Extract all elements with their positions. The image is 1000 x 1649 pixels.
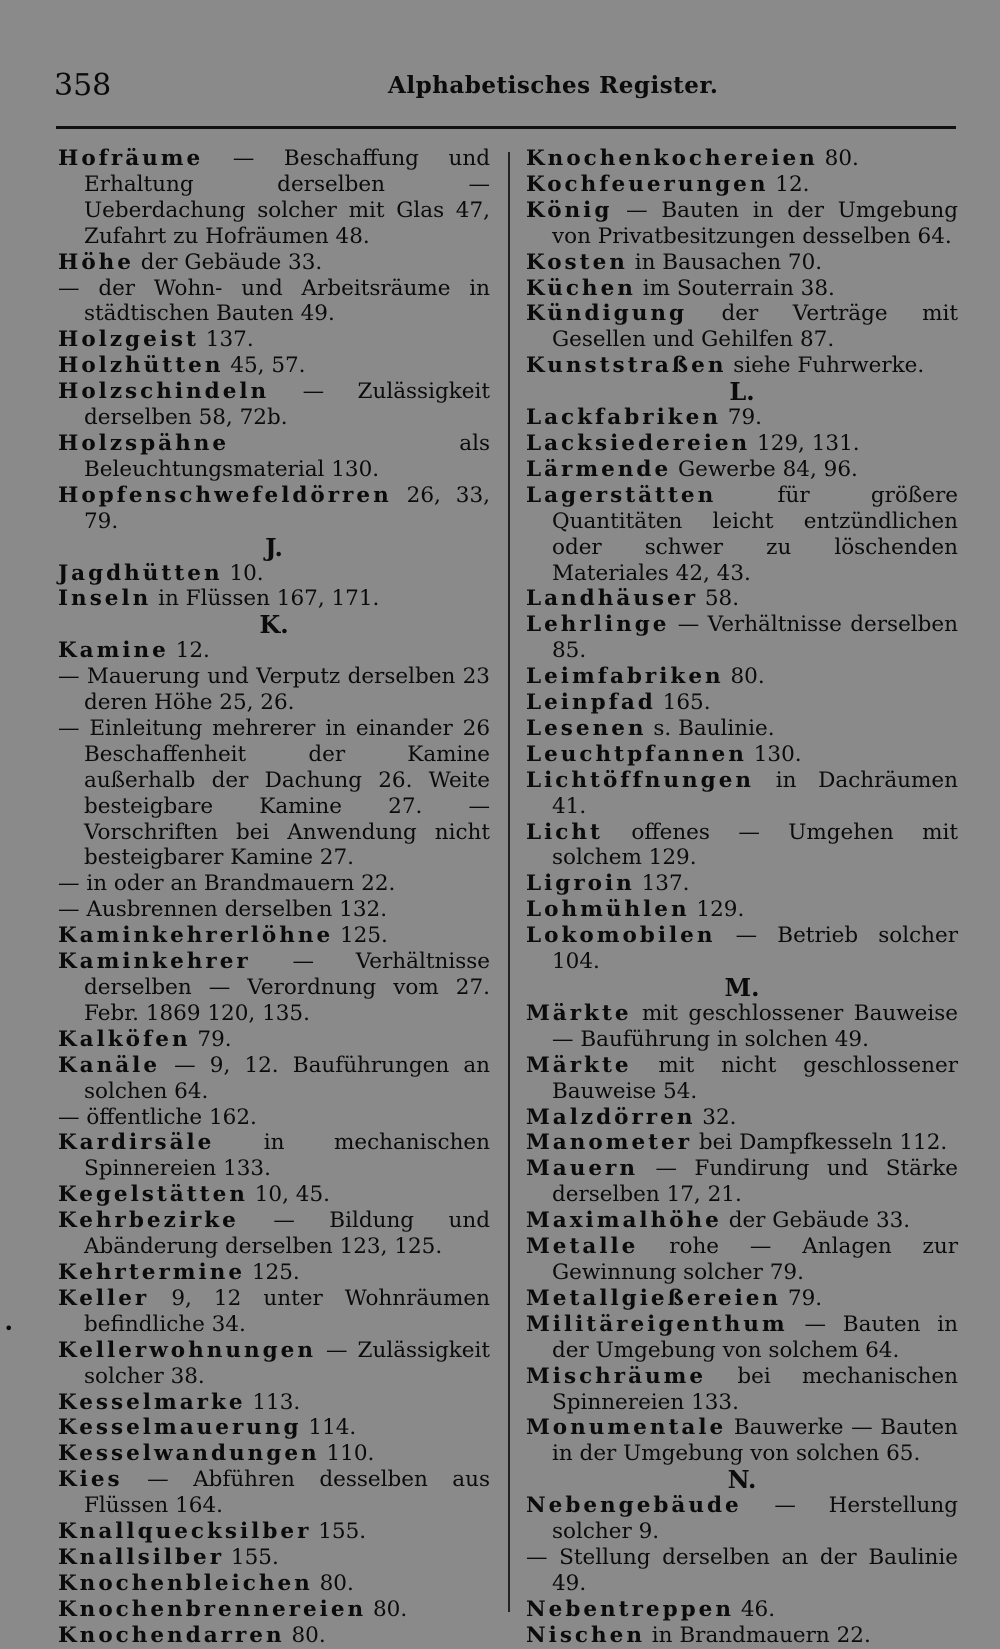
index-entry: [58, 1260, 490, 1286]
entry-headword: Lacksiedereien: [526, 430, 751, 456]
index-entry: [526, 1208, 958, 1234]
entry-text: 137.: [634, 871, 690, 897]
entry-headword: Kamine: [58, 638, 169, 664]
index-entry: [58, 561, 490, 587]
entry-text: — Beschaffung und Erhaltung derselben — Ueberdachung solcher mit Glas 47, Zufahrt zu Hofräumen 48.: [84, 146, 490, 249]
entry-text: der Gebäude 33.: [721, 1208, 911, 1234]
index-entry: [526, 1105, 958, 1131]
index-entry: [526, 742, 958, 768]
index-entry: [526, 1364, 958, 1416]
entry-headword: Lokomobilen: [526, 923, 716, 949]
entry-headword: Märkte: [526, 1052, 632, 1078]
section-letter: N.: [727, 1465, 757, 1495]
index-entry: [58, 638, 490, 664]
entry-text: in Dachräumen 41.: [552, 767, 958, 819]
entry-text: der Gebäude 33.: [133, 249, 323, 275]
entry-headword: Jagdhütten: [58, 560, 223, 586]
entry-text: 10, 45.: [247, 1182, 330, 1208]
index-entry: [58, 1415, 490, 1441]
entry-text: — Zulässigkeit solcher 38.: [84, 1337, 490, 1389]
index-entry: [58, 1286, 490, 1338]
entry-headword: Kündigung: [526, 301, 688, 327]
entry-text: im Souterrain 38.: [635, 275, 835, 301]
entry-headword: Kardirsäle: [58, 1130, 215, 1156]
entry-text: offenes — Umgehen mit solchem 129.: [552, 819, 958, 871]
entry-headword: Nischen: [526, 1622, 645, 1648]
index-entry: [526, 897, 958, 923]
entry-headword: Kanäle: [58, 1052, 161, 1078]
index-entry: [526, 457, 958, 483]
index-entry: [58, 1519, 490, 1545]
entry-headword: Küchen: [526, 275, 636, 301]
entry-headword: Holzhütten: [58, 353, 224, 379]
entry-headword: Märkte: [526, 1000, 632, 1026]
entry-headword: Licht: [526, 819, 603, 845]
index-entry: [526, 250, 958, 276]
entry-text: 26, 33, 79.: [84, 482, 490, 534]
entry-text: 155.: [311, 1519, 367, 1545]
index-entry: [526, 1234, 958, 1286]
entry-headword: Manometer: [526, 1130, 693, 1156]
index-entry: [526, 146, 958, 172]
index-entry: [526, 820, 958, 872]
entry-text: 80.: [312, 1570, 354, 1596]
entry-headword: Knochenbleichen: [58, 1570, 313, 1596]
entry-text: 137.: [198, 327, 254, 353]
entry-text: 79.: [781, 1285, 823, 1311]
entry-text: 46.: [734, 1596, 776, 1622]
entry-headword: Kalköfen: [58, 1026, 191, 1052]
index-entry: [58, 1338, 490, 1390]
entry-headword: Holzgeist: [58, 327, 199, 353]
index-entry: [526, 431, 958, 457]
index-entry: [526, 1312, 958, 1364]
entry-headword: Hofräume: [58, 146, 204, 171]
entry-text: bei Dampfkesseln 112.: [692, 1130, 948, 1156]
section-letter: L.: [729, 377, 755, 407]
index-entry: [58, 1390, 490, 1416]
entry-headword: Lichtöffnungen: [526, 767, 755, 793]
entry-headword: Nebengebäude: [526, 1493, 742, 1519]
index-entry: [58, 1130, 490, 1182]
running-title: Alphabetisches Register.: [388, 72, 719, 99]
entry-headword: Landhäuser: [526, 586, 699, 612]
index-entry: [58, 483, 490, 535]
index-entry: [58, 1105, 490, 1131]
entry-headword: Lärmende: [526, 456, 672, 482]
entry-headword: Knochenbrennereien: [58, 1596, 367, 1622]
entry-headword: Leinpfad: [526, 690, 656, 716]
entry-text: — Bauten in der Umgebung von solchem 64.: [552, 1311, 958, 1363]
entry-headword: Kochfeuerungen: [526, 171, 769, 197]
page-number: 358: [54, 68, 112, 103]
header-rule: [56, 126, 956, 129]
entry-text: bei mechanischen Spinnereien 133.: [552, 1363, 958, 1415]
entry-text: rohe — Anlagen zur Gewinnung solcher 79.: [552, 1234, 958, 1285]
entry-text: siehe Fuhrwerke.: [726, 353, 925, 379]
entry-text: 129, 131.: [750, 430, 860, 456]
entry-text: — Betrieb solcher 104.: [552, 923, 958, 975]
entry-headword: Maximalhöhe: [526, 1208, 722, 1234]
entry-text: 130.: [746, 741, 802, 767]
index-entry: [526, 353, 958, 379]
index-entry: [526, 1415, 958, 1467]
entry-text: als Beleuchtungsmaterial 130.: [84, 430, 490, 482]
entry-text: der Verträge mit Gesellen und Gehilfen 87.: [552, 301, 958, 353]
entry-headword: Lesenen: [526, 715, 647, 741]
entry-headword: Ligroin: [526, 871, 635, 897]
entry-text: — Einleitung mehrerer in einander 26 Beschaffenheit der Kamine außerhalb der Dachung 26. Weite besteigbare Kamine 27. — Vorschriften bei Anwendung nicht besteigbarer Kamine 27.: [58, 715, 490, 871]
entry-text: — Fundirung und Stärke derselben 17, 21.: [552, 1156, 958, 1208]
entry-text: 10.: [222, 560, 264, 586]
index-entry: [526, 923, 958, 975]
entry-text: — Herstellung solcher 9.: [552, 1493, 958, 1545]
left-column: [58, 146, 490, 1649]
margin-dot: •: [4, 1319, 14, 1338]
index-entry: [58, 431, 490, 483]
index-entry: [526, 1597, 958, 1623]
index-entry: [58, 1571, 490, 1597]
entry-text: — Verhältnisse derselben — Verordnung vom 27. Febr. 1869 120, 135.: [84, 949, 490, 1026]
entry-headword: Knallquecksilber: [58, 1519, 312, 1545]
index-entry: [526, 172, 958, 198]
index-entry: [526, 586, 958, 612]
index-entry: [526, 612, 958, 664]
index-entry: [526, 690, 958, 716]
entry-text: 9, 12 unter Wohnräumen befindliche 34.: [84, 1285, 490, 1337]
index-entry: [526, 1053, 958, 1105]
entry-text: Bauwerke — Bauten in der Umgebung von solchen 65.: [552, 1415, 958, 1467]
section-letter: M.: [724, 973, 760, 1002]
index-entry: [526, 716, 958, 742]
entry-text: 80.: [366, 1596, 408, 1622]
entry-headword: Kies: [58, 1467, 123, 1493]
entry-text: 113.: [245, 1389, 301, 1415]
entry-text: für größere Quantitäten leicht entzündlichen oder schwer zu löschenden Materiales 42, 43.: [552, 482, 958, 586]
entry-text: — öffentliche 162.: [58, 1104, 257, 1130]
entry-text: in Brandmauern 22.: [644, 1622, 871, 1648]
entry-text: 58.: [698, 586, 740, 612]
index-entry: [526, 198, 958, 250]
index-entry: [58, 871, 490, 897]
entry-text: 165.: [655, 690, 711, 716]
entry-text: 80.: [723, 664, 765, 690]
entry-headword: Kehrtermine: [58, 1259, 246, 1285]
entry-text: in mechanischen Spinnereien 133.: [84, 1130, 490, 1182]
index-entry: [58, 949, 490, 1027]
entry-headword: Kesselmauerung: [58, 1415, 302, 1441]
index-entry: [58, 1182, 490, 1208]
entry-headword: Kosten: [526, 249, 628, 275]
index-entry: [58, 379, 490, 431]
entry-headword: Knochendarren: [58, 1622, 285, 1648]
entry-headword: Hopfenschwefeldörren: [58, 482, 392, 508]
index-entry: [526, 1001, 958, 1053]
right-column: [526, 146, 958, 1649]
entry-headword: Knochenkochereien: [526, 146, 818, 171]
entry-headword: Kellerwohnungen: [58, 1337, 316, 1363]
entry-text: — Mauerung und Verputz derselben 23 deren Höhe 25, 26.: [58, 664, 490, 716]
entry-text: — Bauten in der Umgebung von Privatbesitzungen desselben 64.: [552, 197, 958, 249]
entry-headword: Keller: [58, 1285, 150, 1311]
entry-headword: Kaminkehrerlöhne: [58, 923, 334, 949]
index-entry: [58, 1545, 490, 1571]
section-letter: J.: [265, 532, 283, 562]
index-entry: [58, 1441, 490, 1467]
entry-headword: Höhe: [58, 249, 134, 275]
entry-headword: Kehrbezirke: [58, 1208, 239, 1234]
entry-text: 155.: [224, 1544, 279, 1570]
index-entry: [526, 301, 958, 353]
entry-headword: Metalle: [526, 1234, 639, 1260]
section-letter: K.: [259, 610, 289, 640]
entry-headword: Kesselmarke: [58, 1389, 246, 1415]
entry-text: — Stellung derselben an der Baulinie 49.: [526, 1544, 958, 1596]
entry-text: — Bildung und Abänderung derselben 123, 125.: [84, 1208, 490, 1260]
entry-text: in Bausachen 70.: [627, 249, 823, 275]
entry-text: — Ausbrennen derselben 132.: [58, 897, 388, 923]
index-entry: [526, 276, 958, 302]
index-entry: [526, 1493, 958, 1545]
index-entry: [58, 1597, 490, 1623]
entry-text: — der Wohn- und Arbeitsräume in städtischen Bauten 49.: [58, 275, 490, 327]
index-entry: [526, 405, 958, 431]
entry-headword: Kegelstätten: [58, 1182, 248, 1208]
index-entry: [58, 923, 490, 949]
entry-text: 79.: [720, 405, 762, 431]
index-entry: [526, 768, 958, 820]
entry-text: mit nicht geschlossener Bauweise 54.: [552, 1052, 958, 1104]
entry-text: s. Baulinie.: [646, 715, 775, 741]
index-entry: [526, 1623, 958, 1649]
index-entry: [526, 871, 958, 897]
entry-headword: Lohmühlen: [526, 897, 690, 923]
entry-text: 110.: [319, 1441, 375, 1467]
index-entry: [58, 1467, 490, 1519]
entry-text: 12.: [168, 638, 210, 664]
entry-headword: Metallgießereien: [526, 1285, 782, 1311]
entry-text: 32.: [695, 1104, 737, 1130]
entry-text: — Zulässigkeit derselben 58, 72b.: [84, 379, 490, 431]
entry-headword: Militäreigenthum: [526, 1311, 788, 1337]
entry-text: 125.: [245, 1259, 300, 1285]
entry-text: 80.: [284, 1622, 326, 1648]
index-entry: [526, 1286, 958, 1312]
entry-headword: Kaminkehrer: [58, 949, 251, 975]
entry-text: mit geschlossener Bauweise — Bauführung in solchen 49.: [552, 1000, 958, 1052]
index-entry: [58, 353, 490, 379]
index-entry: [58, 1053, 490, 1105]
entry-headword: Mauern: [526, 1156, 638, 1182]
entry-headword: Leimfabriken: [526, 664, 724, 690]
page-header: [0, 66, 1000, 106]
index-entry: [58, 716, 490, 871]
index-entry: [526, 483, 958, 587]
entry-text: 45, 57.: [223, 353, 306, 379]
index-entry: [58, 897, 490, 923]
entry-headword: Leuchtpfannen: [526, 741, 747, 767]
index-entry: [58, 664, 490, 716]
entry-headword: Lehrlinge: [526, 612, 670, 638]
index-entry: [526, 664, 958, 690]
column-divider: [508, 152, 510, 1612]
index-entry: [58, 327, 490, 353]
entry-headword: Knallsilber: [58, 1544, 225, 1570]
entry-text: — Verhältnisse derselben 85.: [552, 612, 958, 664]
index-entry: [58, 1623, 490, 1649]
entry-headword: Lagerstätten: [526, 482, 717, 508]
entry-headword: Monumentale: [526, 1415, 727, 1441]
entry-headword: Lackfabriken: [526, 405, 721, 431]
entry-headword: Mischräume: [526, 1363, 707, 1389]
index-entry: [526, 1156, 958, 1208]
index-entry: [58, 1027, 490, 1053]
entry-text: 114.: [301, 1415, 357, 1441]
entry-headword: Inseln: [58, 586, 152, 612]
entry-text: in Flüssen 167, 171.: [151, 586, 380, 612]
entry-text: 12.: [768, 171, 810, 197]
index-entry: [526, 1545, 958, 1597]
index-entry: [58, 276, 490, 328]
entry-headword: Holzspähne: [58, 430, 230, 456]
entry-headword: Kesselwandungen: [58, 1441, 320, 1467]
index-entry: [526, 1130, 958, 1156]
index-entry: [58, 1208, 490, 1260]
entry-headword: Nebentreppen: [526, 1596, 734, 1622]
entry-text: — in oder an Brandmauern 22.: [58, 871, 396, 897]
entry-text: Gewerbe 84, 96.: [671, 456, 858, 482]
entry-text: — Abführen desselben aus Flüssen 164.: [84, 1467, 490, 1519]
entry-text: 125.: [333, 923, 388, 949]
index-entry: [58, 250, 490, 276]
entry-headword: Kunststraßen: [526, 353, 727, 379]
entry-headword: Malzdörren: [526, 1104, 696, 1130]
index-entry: [58, 586, 490, 612]
entry-text: 80.: [817, 146, 859, 171]
index-entry: [58, 146, 490, 250]
entry-text: 129.: [689, 897, 745, 923]
entry-text: 79.: [190, 1026, 232, 1052]
entry-headword: König: [526, 197, 613, 223]
entry-headword: Holzschindeln: [58, 379, 270, 405]
entry-text: — 9, 12. Bauführungen an solchen 64.: [84, 1052, 490, 1104]
